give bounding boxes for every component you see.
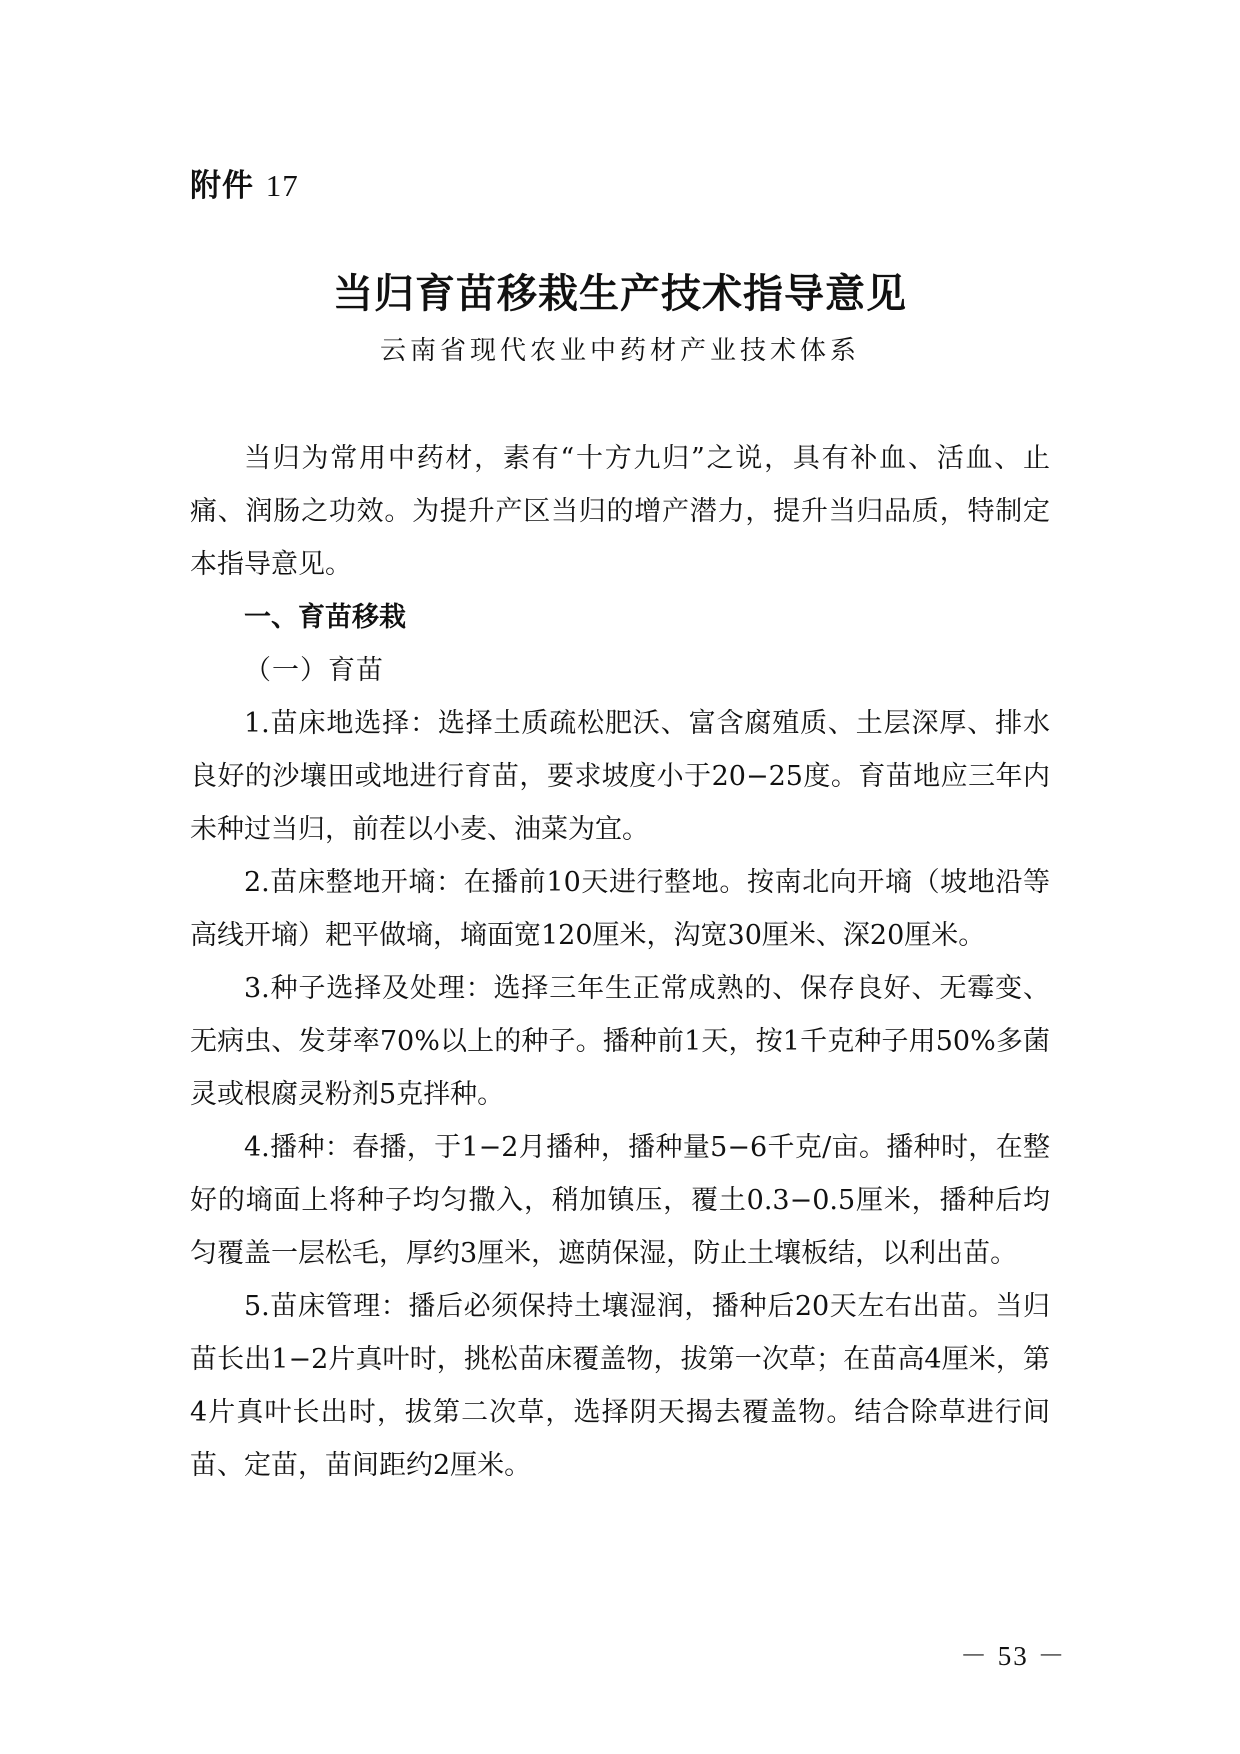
document-body <box>190 432 1050 1492</box>
item-seedbed-selection: 1.苗床地选择：选择土质疏松肥沃、富含腐殖质、土层深厚、排水良好的沙壤田或地进行育苗，要求坡度小于20−25度。育苗地应三年内未种过当归，前茬以小麦、油菜为宜。 <box>190 708 1050 845</box>
item-sowing: 4.播种：春播，于1−2月播种，播种量5−6千克/亩。播种时，在整好的墒面上将种子均匀撒入，稍加镇压，覆土0.3−0.5厘米，播种后均匀覆盖一层松毛，厚约3厘米，遮荫保湿，防止土壤板结，以利出苗。 <box>190 1132 1050 1269</box>
section-heading: 一、育苗移栽 <box>244 602 406 633</box>
subsection-heading: （一）育苗 <box>244 655 384 686</box>
page-number: － 53 － <box>960 1641 1067 1671</box>
attachment-number: 17 <box>265 168 299 203</box>
intro-paragraph: 当归为常用中药材，素有“十方九归”之说，具有补血、活血、止痛、润肠之功效。为提升产区当归的增产潜力，提升当归品质，特制定本指导意见。 <box>190 443 1050 580</box>
document-title: 当归育苗移栽生产技术指导意见 <box>333 271 907 317</box>
item-seedbed-preparation: 2.苗床整地开墒：在播前10天进行整地。按南北向开墒（坡地沿等高线开墒）耙平做墒，墒面宽120厘米，沟宽30厘米、深20厘米。 <box>190 867 1050 951</box>
item-seedbed-management: 5.苗床管理：播后必须保持土壤湿润，播种后20天左右出苗。当归苗长出1−2片真叶时，挑松苗床覆盖物，拔第一次草；在苗高4厘米，第4片真叶长出时，拔第二次草，选择阴天揭去覆盖物。结合除草进行间苗、定苗，苗间距约2厘米。 <box>190 1291 1050 1481</box>
item-seed-selection: 3.种子选择及处理：选择三年生正常成熟的、保存良好、无霉变、无病虫、发芽率70%以上的种子。播种前1天，按1千克种子用50%多菌灵或根腐灵粉剂5克拌种。 <box>190 973 1050 1110</box>
document-subtitle: 云南省现代农业中药材产业技术体系 <box>379 336 860 366</box>
attachment-label-text: 附件 <box>190 168 254 204</box>
attachment-label <box>190 160 299 205</box>
